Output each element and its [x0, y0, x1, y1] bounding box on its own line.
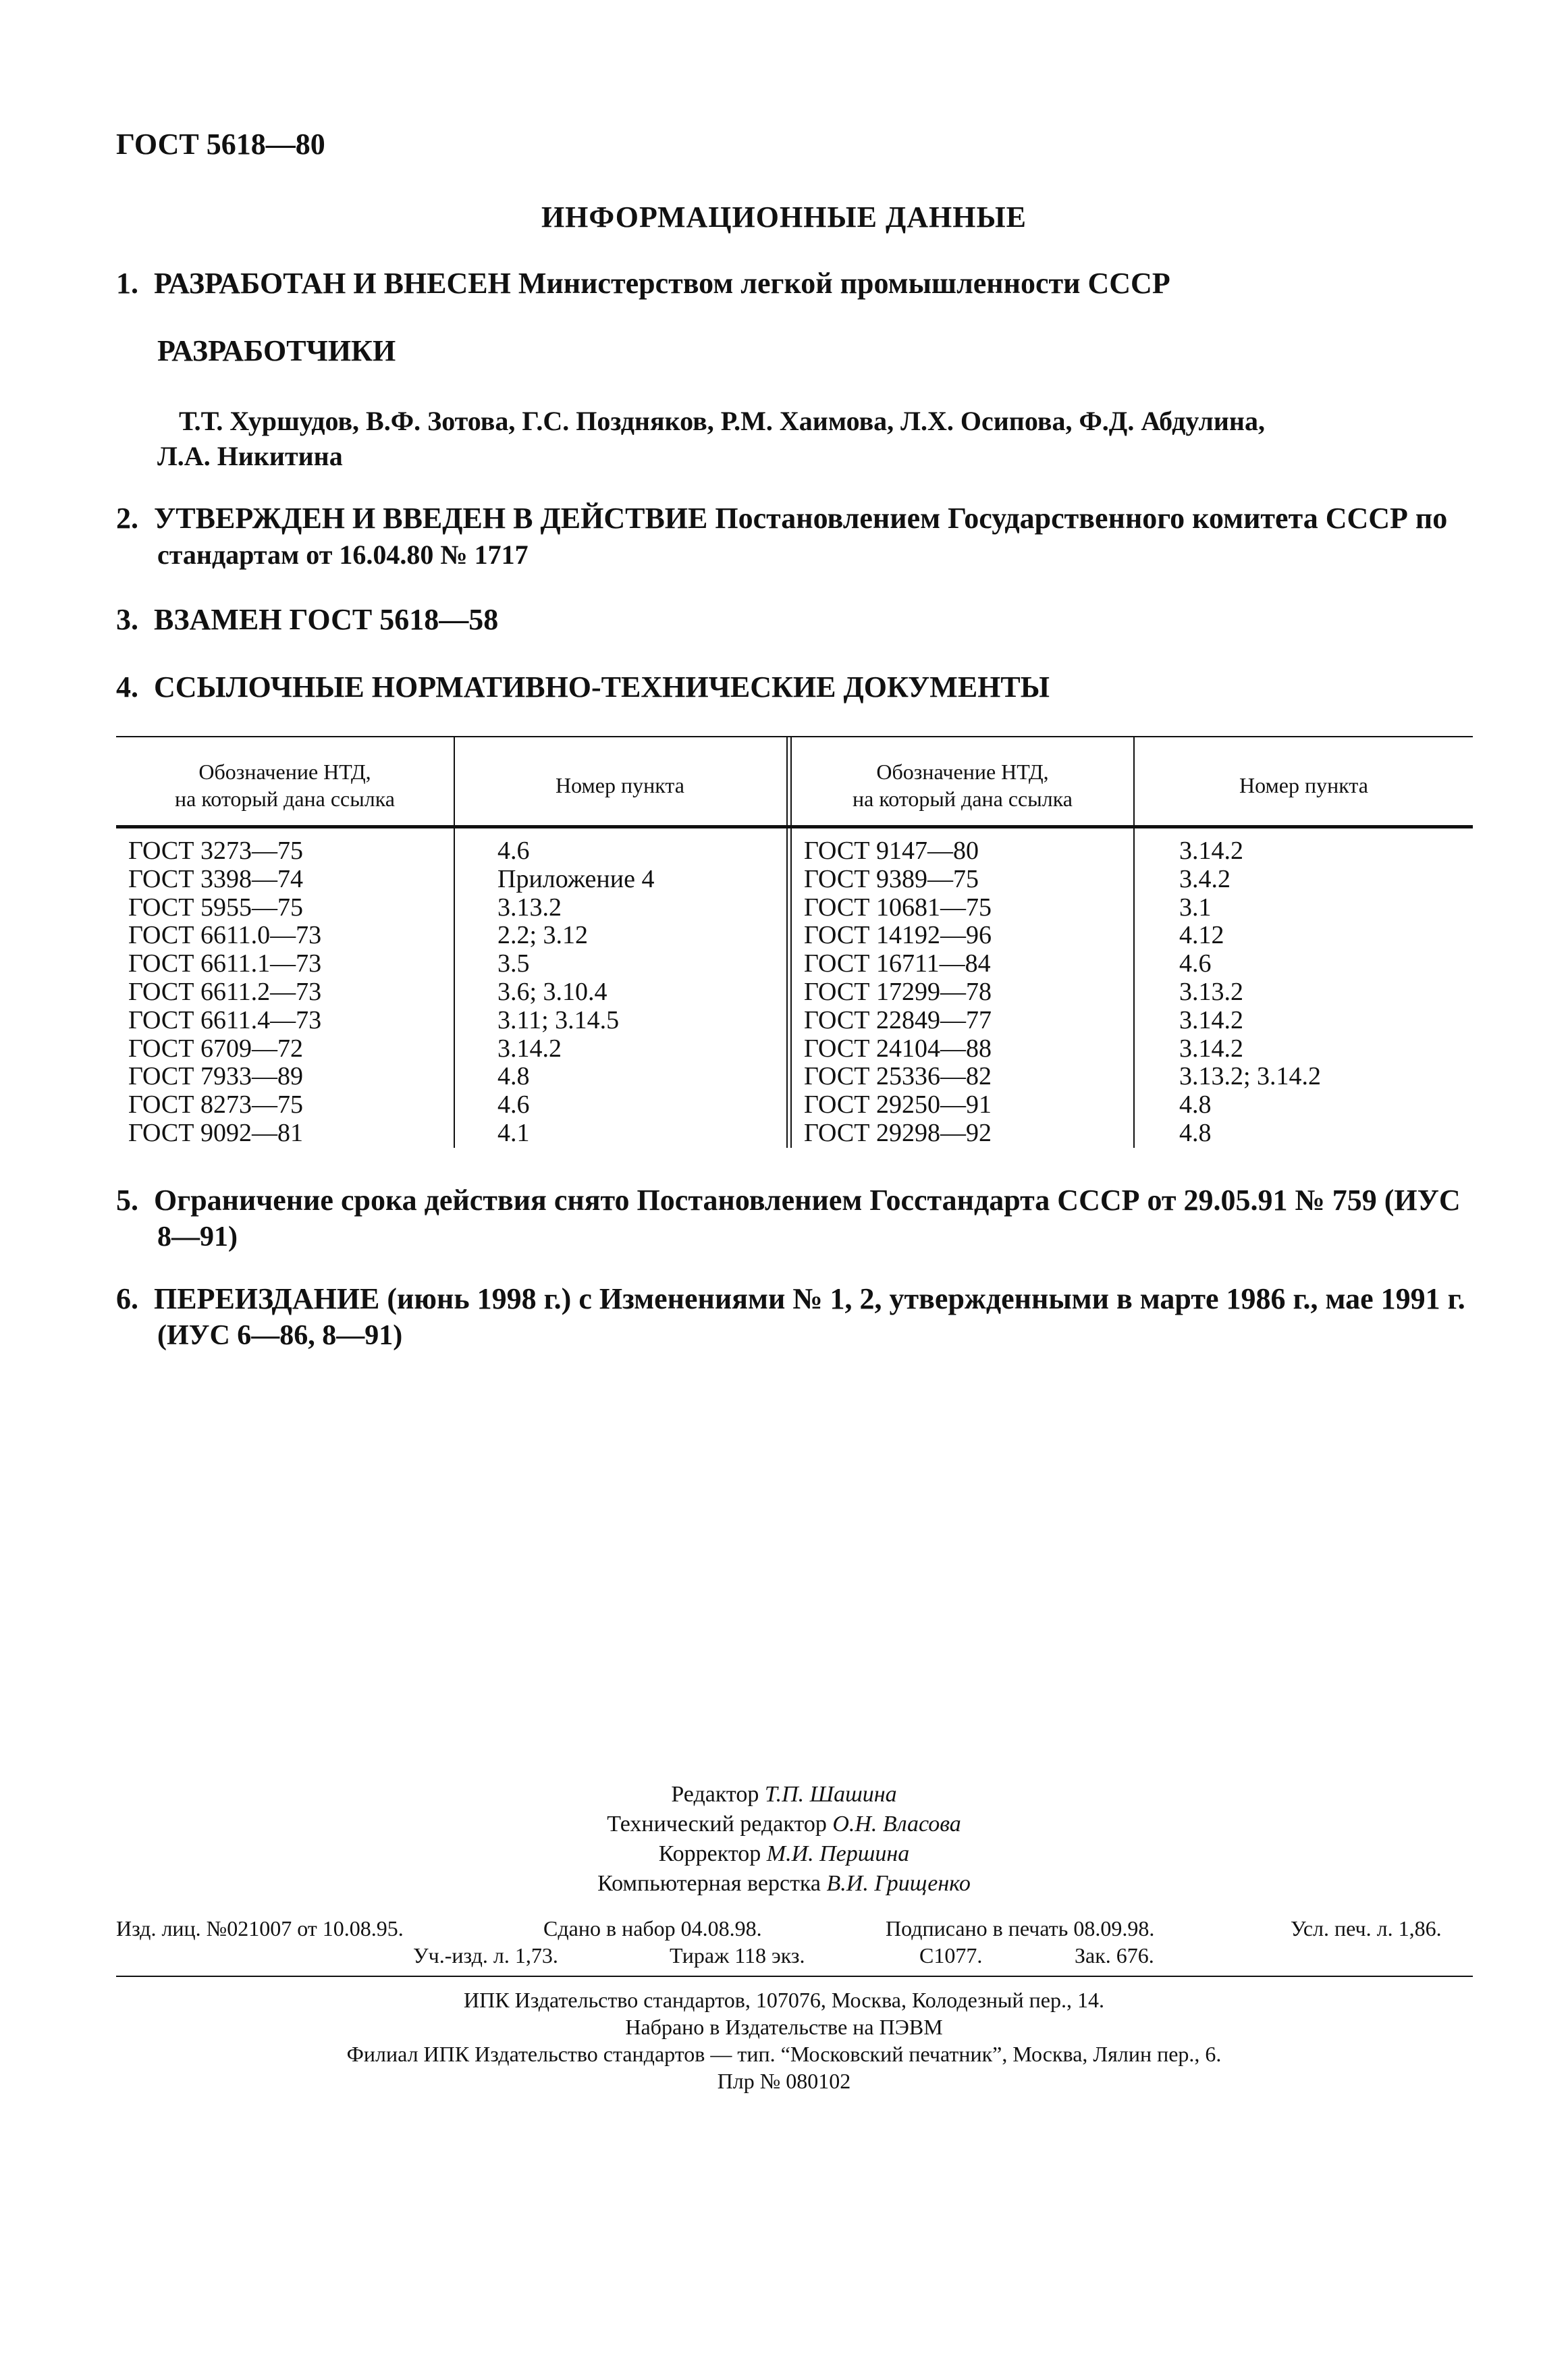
item-1-number: 1.: [116, 267, 138, 300]
header-doc-left: [116, 748, 454, 822]
credit-tech-editor-label: Технический редактор: [607, 1812, 827, 1837]
table-cell: ГОСТ 6709—72: [128, 1034, 303, 1063]
table-divider-2: [786, 736, 788, 1148]
publisher-block: [0, 1986, 1568, 2094]
publisher-line-4: Плр № 080102: [717, 2069, 851, 2093]
developers-line-1: Т.Т. Хуршудов, В.Ф. Зотова, Г.С. Поздняков, Р.М. Хаимова, Л.Х. Осипова, Ф.Д. Абдулина,: [179, 406, 1265, 436]
table-cell: 3.14.2: [1179, 1034, 1243, 1063]
item-2-text-continued: стандартам от 16.04.80 № 1717: [157, 539, 529, 570]
section-title: ИНФОРМАЦИОННЫЕ ДАННЫЕ: [541, 201, 1027, 234]
header-item-left: Номер пункта: [556, 773, 684, 797]
column-left-items: [497, 837, 654, 1148]
header-doc-right-line2: на который дана ссылка: [853, 787, 1073, 811]
table-cell: ГОСТ 3273—75: [128, 837, 303, 865]
item-6-number: 6.: [116, 1282, 138, 1315]
table-top-rule: [116, 736, 1473, 737]
table-cell: 3.14.2: [1179, 837, 1243, 865]
table-header-rule: [116, 825, 1473, 828]
credit-tech-editor: [0, 1810, 1568, 1839]
credit-tech-editor-name: О.Н. Власова: [832, 1812, 961, 1837]
item-5-number: 5.: [116, 1184, 138, 1217]
table-cell: ГОСТ 3398—74: [128, 864, 303, 893]
header-doc-left-line1: Обозначение НТД,: [198, 760, 371, 784]
item-4-text: ССЫЛОЧНЫЕ НОРМАТИВНО-ТЕХНИЧЕСКИЕ ДОКУМЕНТЫ: [154, 670, 1050, 704]
credit-layout-name: В.И. Грищенко: [826, 1871, 971, 1896]
item-6-text-continued: (ИУС 6—86, 8—91): [157, 1320, 403, 1351]
developers-label: РАЗРАБОТЧИКИ: [157, 334, 396, 367]
table-cell: 4.6: [1179, 949, 1212, 978]
item-1-text: Министерством легкой промышленности СССР: [518, 267, 1170, 300]
header-item-right: Номер пункта: [1239, 773, 1368, 797]
credits-block: [0, 1780, 1568, 1899]
imprint-run: Тираж 118 экз.: [670, 1943, 805, 1968]
credit-corrector: [0, 1839, 1568, 1869]
item-2-number: 2.: [116, 502, 138, 535]
table-cell: ГОСТ 6611.1—73: [128, 949, 322, 978]
table-cell: ГОСТ 7933—89: [128, 1062, 303, 1091]
item-1-lead: РАЗРАБОТАН И ВНЕСЕН: [154, 267, 511, 300]
table-cell: 3.11; 3.14.5: [497, 1005, 620, 1034]
table-cell: ГОСТ 6611.4—73: [128, 1005, 322, 1034]
item-1: [116, 265, 1473, 302]
publisher-line-3: Филиал ИПК Издательство стандартов — тип. “Московский печатник”, Москва, Лялин пер., 6.: [346, 2042, 1222, 2066]
item-3-number: 3.: [116, 603, 138, 636]
developers-line-2: Л.А. Никитина: [157, 441, 343, 471]
document-code: ГОСТ 5618—80: [116, 128, 325, 161]
item-5-text: Ограничение срока действия снято Постановлением Госстандарта СССР от 29.05.91 № 759 (ИУС: [154, 1184, 1461, 1217]
header-doc-left-line2: на который дана ссылка: [175, 787, 395, 811]
header-doc-right-line1: Обозначение НТД,: [876, 760, 1049, 784]
table-cell: 3.1: [1179, 893, 1212, 922]
table-cell: 3.13.2: [1179, 977, 1243, 1006]
imprint-signed: Подписано в печать 08.09.98.: [886, 1916, 1155, 1941]
table-cell: ГОСТ 9389—75: [804, 864, 979, 893]
table-cell: ГОСТ 10681—75: [804, 893, 992, 922]
column-right-items: [1179, 837, 1321, 1148]
credit-layout-label: Компьютерная верстка: [597, 1871, 821, 1896]
table-cell: ГОСТ 29298—92: [804, 1118, 992, 1147]
item-6-text: ПЕРЕИЗДАНИЕ (июнь 1998 г.) с Изменениями № 1, 2, утвержденными в марте 1986 г., мае 1991 г.: [154, 1282, 1465, 1315]
header-doc-right: [792, 748, 1133, 822]
table-cell: 3.14.2: [497, 1034, 562, 1063]
table-cell: ГОСТ 29250—91: [804, 1090, 992, 1119]
table-cell: ГОСТ 24104—88: [804, 1034, 992, 1063]
imprint-typeset: Сдано в набор 04.08.98.: [543, 1916, 762, 1941]
table-cell: 4.8: [497, 1062, 530, 1091]
item-2: [116, 500, 1473, 537]
table-cell: 4.8: [1179, 1090, 1212, 1119]
column-left-docs: [128, 837, 321, 1148]
publisher-line-1: ИПК Издательство стандартов, 107076, Москва, Колодезный пер., 14.: [464, 1988, 1104, 2012]
table-cell: 4.12: [1179, 921, 1224, 950]
table-cell: 4.1: [497, 1118, 530, 1147]
table-cell: 3.4.2: [1179, 864, 1231, 893]
table-cell: 3.13.2: [497, 893, 562, 922]
table-cell: Приложение 4: [497, 864, 655, 893]
table-cell: ГОСТ 9092—81: [128, 1118, 303, 1147]
imprint-pub-sheets: Уч.-изд. л. 1,73.: [413, 1943, 558, 1968]
imprint-code: С1077.: [919, 1943, 983, 1968]
table-cell: ГОСТ 17299—78: [804, 977, 992, 1006]
item-3-text: ВЗАМЕН ГОСТ 5618—58: [154, 603, 499, 636]
imprint-license: Изд. лиц. №021007 от 10.08.95.: [116, 1916, 404, 1941]
item-6: [116, 1280, 1473, 1318]
references-table: [116, 736, 1473, 1155]
credit-editor-label: Редактор: [671, 1782, 759, 1807]
table-cell: 3.6; 3.10.4: [497, 977, 607, 1006]
table-cell: ГОСТ 8273—75: [128, 1090, 303, 1119]
imprint-print-sheets: Усл. печ. л. 1,86.: [1291, 1916, 1442, 1941]
item-2-text: Постановлением Государственного комитета СССР по: [715, 502, 1448, 535]
imprint-order: Зак. 676.: [1075, 1943, 1154, 1968]
credit-corrector-label: Корректор: [658, 1841, 761, 1866]
table-cell: 3.5: [497, 949, 530, 978]
table-cell: ГОСТ 6611.0—73: [128, 921, 322, 950]
publisher-line-2: Набрано в Издательстве на ПЭВМ: [625, 2015, 943, 2039]
table-cell: ГОСТ 25336—82: [804, 1062, 992, 1091]
table-cell: 3.13.2; 3.14.2: [1179, 1062, 1322, 1091]
table-cell: ГОСТ 5955—75: [128, 893, 303, 922]
table-cell: ГОСТ 22849—77: [804, 1005, 992, 1034]
credit-editor-name: Т.П. Шашина: [764, 1782, 897, 1807]
table-cell: 3.14.2: [1179, 1005, 1243, 1034]
table-cell: ГОСТ 14192—96: [804, 921, 992, 950]
item-3: [116, 601, 1473, 639]
item-4-number: 4.: [116, 670, 138, 704]
table-cell: 4.8: [1179, 1118, 1212, 1147]
item-4: [116, 668, 1473, 706]
column-right-docs: [804, 837, 992, 1148]
table-cell: ГОСТ 16711—84: [804, 949, 991, 978]
credit-corrector-name: М.И. Першина: [766, 1841, 910, 1866]
table-cell: 4.6: [497, 837, 530, 865]
table-cell: 4.6: [497, 1090, 530, 1119]
credit-layout: [0, 1869, 1568, 1899]
table-cell: ГОСТ 9147—80: [804, 837, 979, 865]
item-2-lead: УТВЕРЖДЕН И ВВЕДЕН В ДЕЙСТВИЕ: [154, 502, 708, 535]
table-cell: 2.2; 3.12: [497, 921, 589, 950]
imprint-rule: [116, 1976, 1473, 1977]
table-cell: ГОСТ 6611.2—73: [128, 977, 322, 1006]
item-5-text-continued: 8—91): [157, 1221, 238, 1252]
item-5: [116, 1182, 1473, 1219]
credit-editor: [0, 1780, 1568, 1810]
